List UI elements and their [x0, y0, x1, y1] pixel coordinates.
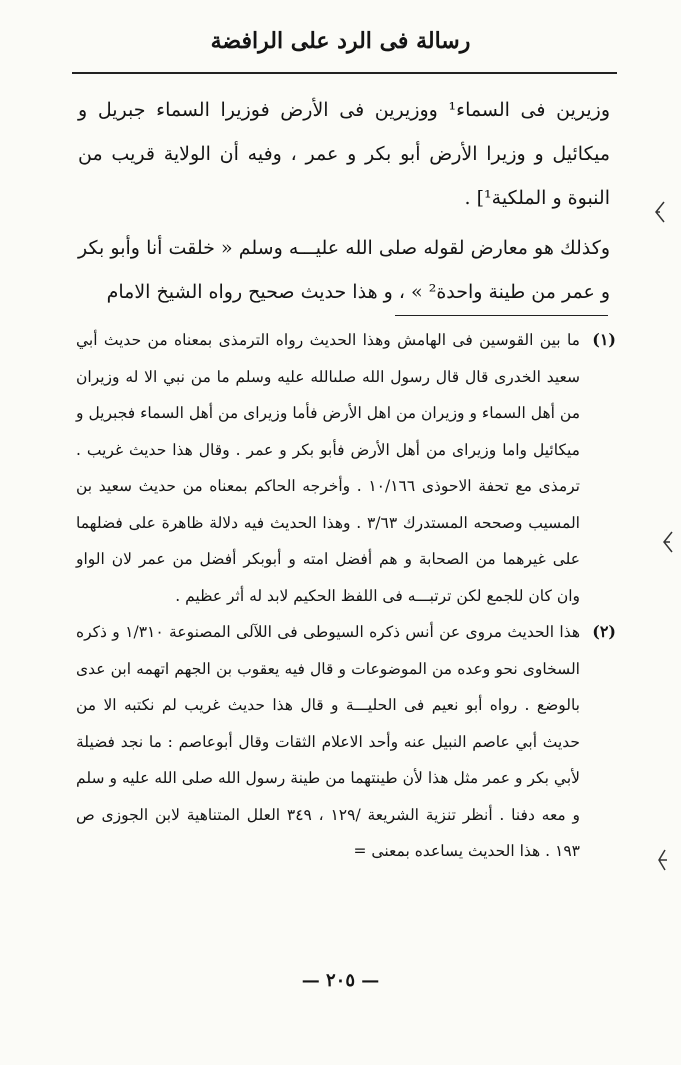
footnote-1-text: ما بين القوسين فى الهامش وهذا الحديث رواه الترمذى بمعناه من حديث أبي سعيد الخدرى قال قال رسول الله صلىالله عليه وسلم ما من نبي الا له وزيران من أهل السماء و وزيران من اهل الأرض فأما وزيراى من أهل السماء فجبريل و ميكائيل واما وزيراى من أهل الأرض فأبو بكر و عمر . وقال هذا حديث غريب . ترمذى مع تحفة الاحوذى ١٠/١٦٦ . وأخرجه الحاكم بمعناه من حديث سعيد بن المسيب وصححه المستدرك ٣/٦٣ . وهذا الحديث فيه دلالة ظاهرة على فضلهما على غيرهما من الصحابة و هم أفضل امته و أبوبكر أفضل من عمر لان الواو وان كان للجمع لكن ترتبـــه فى اللفظ الحكيم لابد له أثر عظيم . — [76, 331, 580, 605]
header-divider — [72, 72, 617, 74]
footnote-2-text: هذا الحديث مروى عن أنس ذكره السيوطى فى اللآلى المصنوعة ١/٣١٠ و ذكره السخاوى نحو وعده من الموضوعات و قال فيه يعقوب بن الجهم اتهمه ابن عدى بالوضع . رواه أبو نعيم فى الحليـــة و قال هذا حديث غريب لم نكتبه الا من حديث أبي عاصم النبيل عنه وأحد الاعلام الثقات وقال أبوعاصم : ما نجد فضيلة لأبي بكر و عمر مثل هذا لأن طينتهما من طينة رسول الله صلى الله عليه و سلم و معه دفنا . أنظر تنزية الشريعة /١٢٩ ، ٣٤٩ العلل المتناهية لابن الجوزى ص ١٩٣ . هذا الحديث يساعده بمعنى = — [76, 623, 581, 860]
footnote-1-number: (١) — [592, 330, 616, 349]
footnotes-section — [76, 322, 616, 870]
page-number: — ٢٠٥ — — [301, 970, 380, 991]
body-paragraph-2: وكذلك هو معارض لقوله صلى الله عليـــه وسلم « خلقت أنا وأبو بكر و عمر من طينة واحدة² » ، و هذا حديث صحيح رواه الشيخ الامام — [78, 237, 610, 303]
margin-mark-icon — [660, 530, 674, 554]
footnote-1 — [76, 322, 616, 614]
footnote-divider — [395, 315, 608, 316]
main-text — [78, 88, 610, 314]
footnote-2 — [76, 614, 616, 870]
body-paragraph-1: وزيرين فى السماء¹ ووزيرين فى الأرض فوزيرا السماء جبريل و ميكائيل و وزيرا الأرض أبو بكر و عمر ، وفيه أن الولاية قريب من النبوة و الملكية¹] . — [78, 99, 610, 209]
footnote-2-number: (٢) — [592, 622, 616, 641]
margin-mark-icon — [652, 200, 666, 224]
running-header-title: رسالة فى الرد على الرافضة — [210, 28, 471, 54]
margin-mark-icon — [655, 848, 669, 872]
